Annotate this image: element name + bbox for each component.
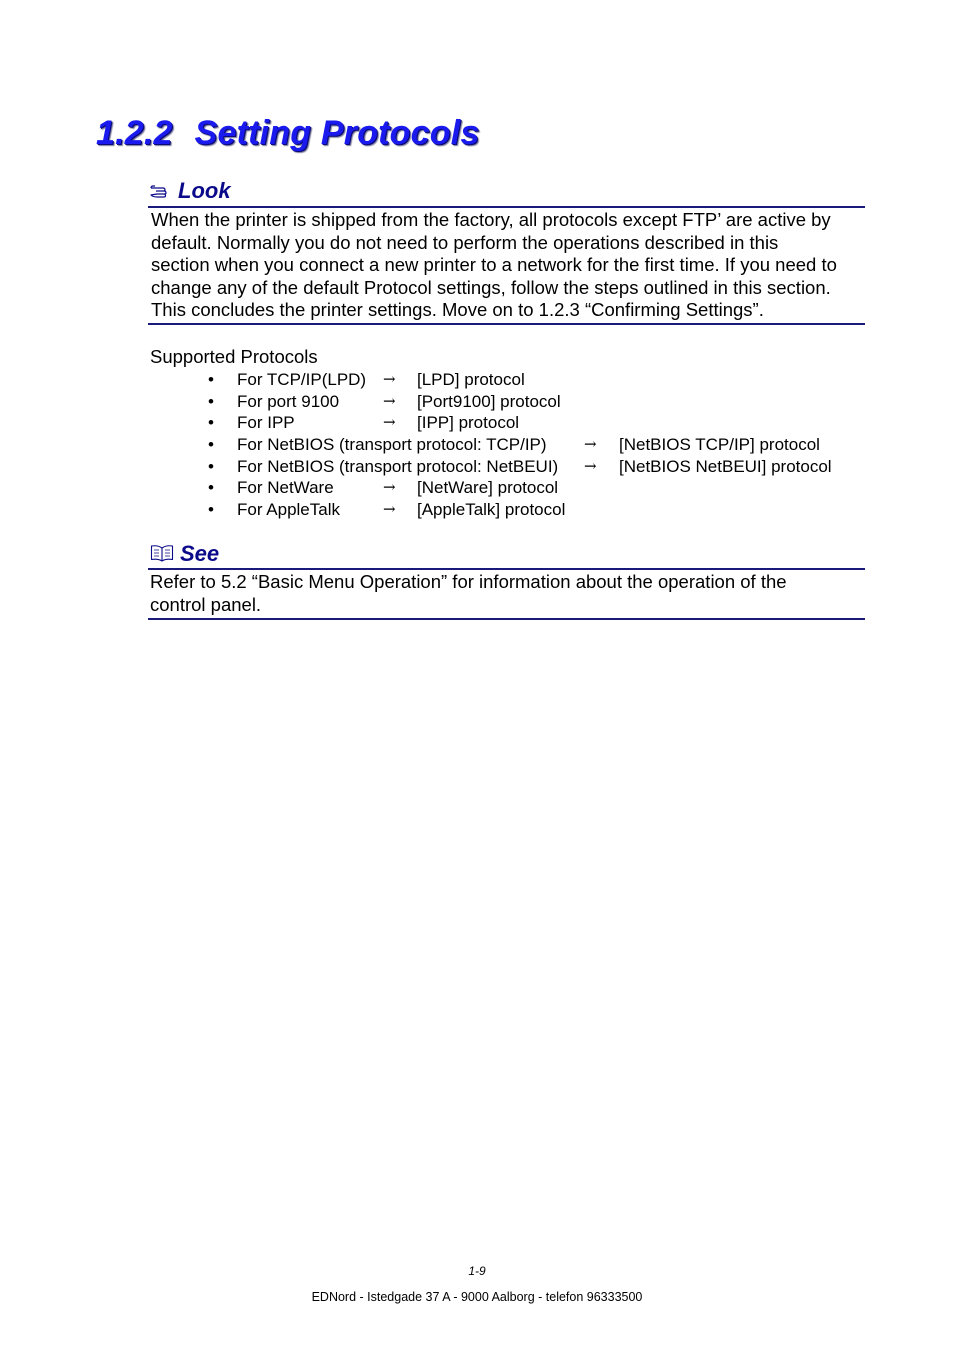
look-line: section when you connect a new printer to a network for the first time. If you need to: [151, 254, 837, 275]
protocol-name: [NetBIOS TCP/IP] protocol: [619, 435, 820, 455]
arrow-icon: →: [383, 391, 396, 410]
protocol-for: For AppleTalk: [237, 500, 340, 520]
protocol-name: [NetWare] protocol: [417, 478, 559, 498]
bullet: •: [208, 500, 214, 520]
protocol-item: [208, 391, 858, 413]
protocol-item: [208, 369, 858, 391]
bullet: •: [208, 478, 214, 498]
look-bottom-rule: [148, 323, 865, 325]
look-top-rule: [148, 206, 865, 208]
arrow-icon: →: [584, 435, 597, 454]
protocol-name: [LPD] protocol: [417, 370, 525, 389]
see-title: [150, 541, 219, 568]
protocol-list: [208, 369, 858, 521]
look-line: This concludes the printer settings. Move on to 1.2.3 “Confirming Settings”.: [151, 299, 764, 320]
protocol-for: For port 9100: [237, 391, 340, 411]
look-line: change any of the default Protocol settings, follow the steps outlined in this section.: [151, 276, 831, 298]
page-number: 1-9: [468, 1264, 486, 1278]
section-heading: [96, 114, 480, 153]
bullet: •: [208, 391, 214, 411]
protocol-item: [208, 412, 858, 434]
bullet: •: [208, 413, 214, 433]
protocol-for: For NetWare: [237, 478, 334, 498]
look-line: When the printer is shipped from the factory, all protocols except FTP’ are active by: [151, 209, 831, 230]
bullet: •: [208, 456, 214, 476]
see-line: control panel.: [150, 593, 262, 615]
protocol-item: [208, 434, 858, 456]
arrow-icon: →: [383, 370, 396, 388]
arrow-icon: →: [383, 413, 396, 432]
see-title-text: See: [180, 541, 220, 566]
look-title: [150, 178, 231, 205]
see-bottom-rule: [148, 618, 865, 620]
protocol-item: [208, 456, 858, 478]
protocol-for: For NetBIOS (transport protocol: TCP/IP): [237, 435, 547, 455]
protocol-for: For IPP: [237, 413, 295, 433]
look-line: default. Normally you do not need to perform the operations described in this: [151, 231, 779, 253]
see-line: Refer to 5.2 “Basic Menu Operation” for information about the operation of the: [150, 571, 787, 592]
protocol-for: For NetBIOS (transport protocol: NetBEUI): [237, 456, 559, 476]
supported-protocols-label: Supported Protocols: [150, 346, 318, 367]
open-book-icon: [150, 542, 174, 568]
arrow-icon: →: [383, 500, 396, 519]
see-text: [150, 571, 787, 616]
look-title-text: Look: [178, 178, 231, 203]
footer-address: EDNord - Istedgade 37 A - 9000 Aalborg - telefon 96333500: [311, 1290, 643, 1304]
arrow-icon: →: [584, 456, 597, 475]
protocol-name: [AppleTalk] protocol: [417, 500, 566, 520]
protocol-name: [NetBIOS NetBEUI] protocol: [619, 456, 832, 476]
look-text: [151, 209, 837, 322]
section-number: 1.2.2: [96, 114, 173, 152]
protocol-item: [208, 499, 858, 521]
arrow-icon: →: [383, 478, 396, 497]
section-title: Setting Protocols: [194, 114, 480, 152]
protocol-for: For TCP/IP(LPD): [237, 370, 367, 389]
bullet: •: [208, 435, 214, 455]
pointing-hand-icon: [150, 179, 172, 205]
protocol-item: [208, 477, 858, 499]
see-top-rule: [148, 568, 865, 570]
protocol-name: [Port9100] protocol: [417, 391, 561, 411]
protocol-name: [IPP] protocol: [417, 413, 520, 433]
bullet: •: [208, 370, 214, 389]
